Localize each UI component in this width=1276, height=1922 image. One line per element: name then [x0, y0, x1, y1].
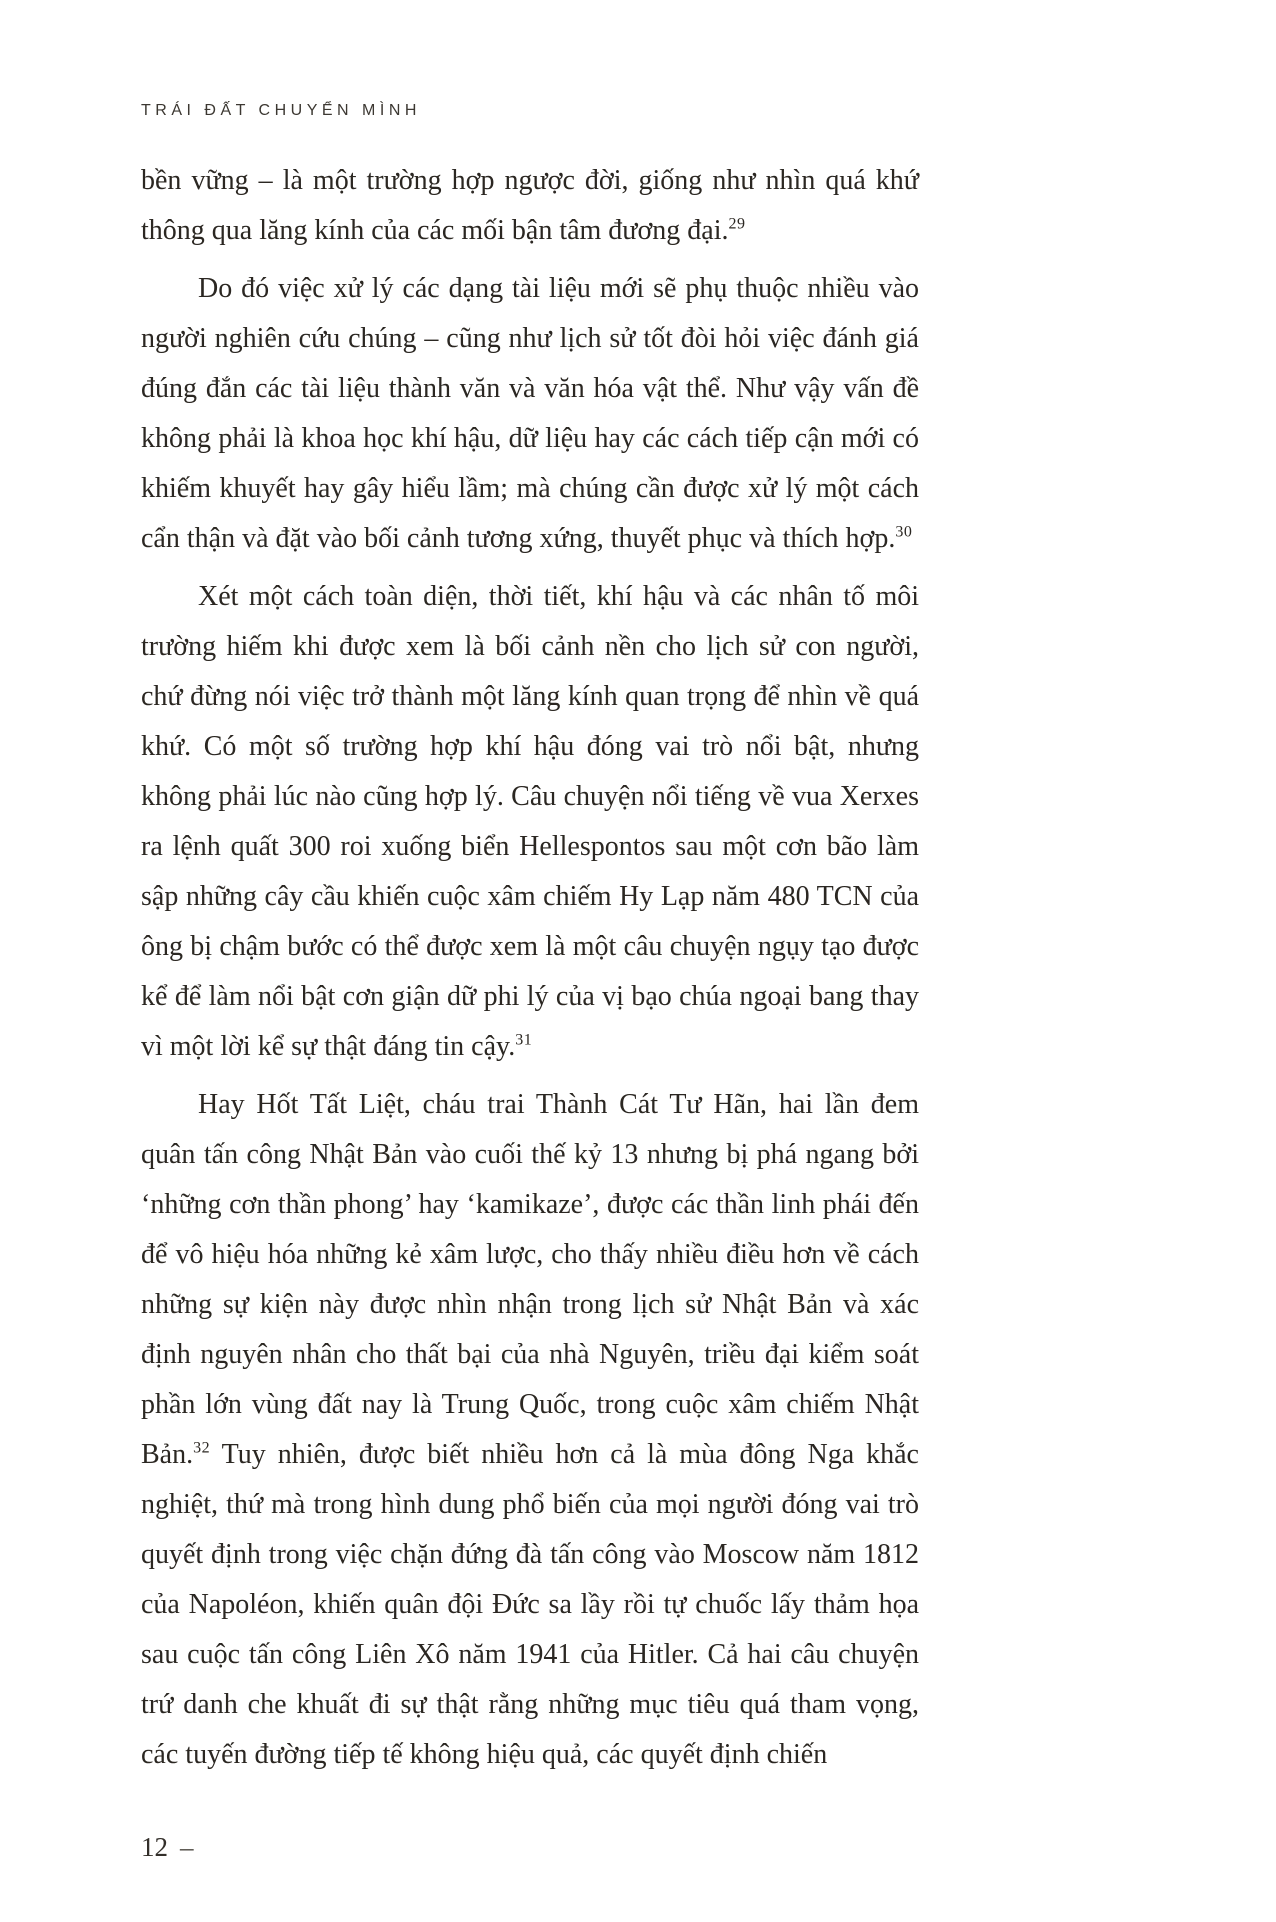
- paragraph: [141, 1080, 919, 1780]
- paragraph-text: Tuy nhiên, được biết nhiều hơn cả là mùa đông Nga khắc nghiệt, thứ mà trong hình dung phổ biến của mọi người đóng vai trò quyết định trong việc chặn đứng đà tấn công vào Moscow năm 1812 của Napoléon, khiến quân đội Đức sa lầy rồi tự chuốc lấy thảm họa sau cuộc tấn công Liên Xô năm 1941 của Hitler. Cả hai câu chuyện trứ danh che khuất đi sự thật rằng những mục tiêu quá tham vọng, các tuyến đường tiếp tế không hiệu quả, các quyết định chiến: [141, 1439, 919, 1770]
- paragraph-text: Hay Hốt Tất Liệt, cháu trai Thành Cát Tư Hãn, hai lần đem quân tấn công Nhật Bản vào cuối thế kỷ 13 nhưng bị phá ngang bởi ‘những cơn thần phong’ hay ‘kamikaze’, được các thần linh phái đến để vô hiệu hóa những kẻ xâm lược, cho thấy nhiều điều hơn về cách những sự kiện này được nhìn nhận trong lịch sử Nhật Bản và xác định nguyên nhân cho thất bại của nhà Nguyên, triều đại kiểm soát phần lớn vùng đất nay là Trung Quốc, trong cuộc xâm chiếm Nhật Bản.: [141, 1089, 919, 1470]
- footnote-ref: 31: [515, 1031, 533, 1049]
- paragraph-text: bền vững – là một trường hợp ngược đời, giống như nhìn quá khứ thông qua lăng kính của các mối bận tâm đương đại.: [141, 165, 919, 246]
- paragraph: [141, 572, 919, 1072]
- paragraph-text: Do đó việc xử lý các dạng tài liệu mới sẽ phụ thuộc nhiều vào người nghiên cứu chúng – cũng như lịch sử tốt đòi hỏi việc đánh giá đúng đắn các tài liệu thành văn và văn hóa vật thể. Như vậy vấn đề không phải là khoa học khí hậu, dữ liệu hay các cách tiếp cận mới có khiếm khuyết hay gây hiểu lầm; mà chúng cần được xử lý một cách cẩn thận và đặt vào bối cảnh tương xứng, thuyết phục và thích hợp.: [141, 273, 919, 554]
- page-number: 12: [141, 1832, 168, 1862]
- paragraph: [141, 156, 919, 256]
- running-header: TRÁI ĐẤT CHUYỂN MÌNH: [141, 102, 421, 119]
- footnote-ref: 32: [193, 1439, 211, 1457]
- paragraph-text: Xét một cách toàn diện, thời tiết, khí hậu và các nhân tố môi trường hiếm khi được xem là bối cảnh nền cho lịch sử con người, chứ đừng nói việc trở thành một lăng kính quan trọng để nhìn về quá khứ. Có một số trường hợp khí hậu đóng vai trò nổi bật, nhưng không phải lúc nào cũng hợp lý. Câu chuyện nổi tiếng về vua Xerxes ra lệnh quất 300 roi xuống biển Hellespontos sau một cơn bão làm sập những cây cầu khiến cuộc xâm chiếm Hy Lạp năm 480 TCN của ông bị chậm bước có thể được xem là một câu chuyện ngụy tạo được kể để làm nổi bật cơn giận dữ phi lý của vị bạo chúa ngoại bang thay vì một lời kể sự thật đáng tin cậy.: [141, 581, 919, 1062]
- paragraph: [141, 264, 919, 564]
- text-block: [141, 156, 919, 1780]
- page-footer: [141, 1832, 194, 1863]
- page-number-dash: –: [180, 1832, 194, 1862]
- footnote-ref: 30: [895, 523, 913, 541]
- footnote-ref: 29: [728, 215, 746, 233]
